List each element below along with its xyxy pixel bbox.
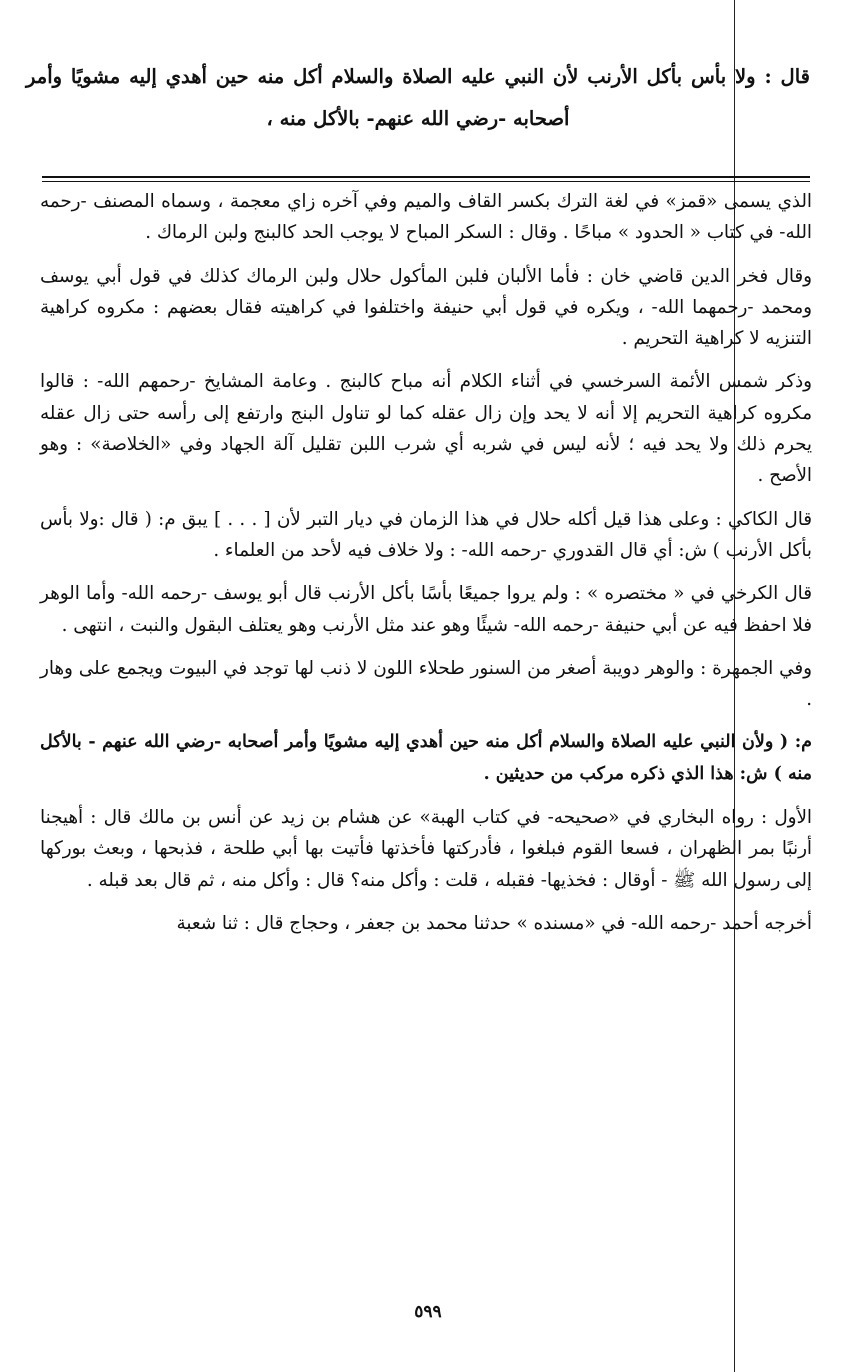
- commentary-paragraph: وقال فخر الدين قاضي خان : فأما الألبان فلبن المأكول حلال ولبن الرماك كذلك في قول أبي يوسف ومحمد -رحمهما الله- ، ويكره في قول أبي حنيفة واختلفوا في كراهيته فقال بعضهم : مكروه كراهية التنزيه لا كراهية التحريم .: [40, 265, 812, 350]
- commentary-paragraph: أخرجه أحمد -رحمه الله- في «مسنده » حدثنا محمد بن جعفر ، وحجاج قال : ثنا شعبة: [176, 912, 812, 934]
- commentary-paragraph: قال الكاكي : وعلى هذا قيل أكله حلال في هذا الزمان في ديار التبر لأن [ . . . ] يبق م: ( قال :ولا بأس بأكل الأرنب ) ش: أي قال القدوري -رحمه الله- : ولا خلاف فيه لأحد من العلماء .: [40, 508, 812, 561]
- main-text: قال : ولا بأس بأكل الأرنب لأن النبي عليه الصلاة والسلام أكل منه حين أهدي إليه مشويًا وأمر أصحابه -رضي الله عنهم- بالأكل منه ،: [26, 65, 810, 130]
- commentary-paragraph: الذي يسمى «قمز» في لغة الترك بكسر القاف والميم وفي آخره زاي معجمة ، وسماه المصنف -رحمه الله- في كتاب « الحدود » مباحًا . وقال : السكر المباح لا يوجب الحد كالبنج ولبن الرماك .: [40, 191, 812, 244]
- separator-line-thin: [42, 181, 810, 182]
- separator-line-thick: [42, 176, 810, 178]
- commentary-paragraph: الأول : رواه البخاري في «صحيحه- في كتاب الهبة» عن هشام بن زيد عن أنس بن مالك قال : أهيجنا أرنبًا بمر الظهران ، فسعا القوم فبلغوا ، فأدركتها فأخذتها فأتيت بها أبي طلحة ، فذبحها ، وبعث بوركها إلى رسول الله ﷺ - أوقال : فخذيها- فقبله ، قلت : وأكل منه؟ قال : وأكل منه ، ثم قال بعد قبله .: [40, 807, 812, 891]
- commentary-paragraph: وذكر شمس الأئمة السرخسي في أثناء الكلام أنه مباح كالبنج . وعامة المشايخ -رحمهم الله- : قالوا مكروه كراهية التحريم إلا أنه لا يحد وإن زال عقله كما لو تناول البنج وارتفع إلى رأسه حتى زال عقله يحرم ذلك ولا يحد فيه ؛ لأنه ليس في شربه أي شرب اللبن تقليل آلة الجهاد وفي «الخلاصة» : وهو الأصح .: [40, 371, 812, 487]
- commentary: [40, 186, 812, 951]
- commentary-paragraph: قال الكرخي في « مختصره » : ولم يروا جميعًا بأسًا بأكل الأرنب قال أبو يوسف -رحمه الله- وأما الوهر فلا احفظ فيه عن أبي حنيفة -رحمه الله- شيئًا وهو عند مثل الأرنب وهو يعتلف البقول والنبت ، انتهى .: [40, 583, 812, 636]
- matn-quote-paragraph: م: ( ولأن النبي عليه الصلاة والسلام أكل منه حين أهدي إليه مشويًا وأمر أصحابه -رضي الله عنهم - بالأكل منه ) ش: هذا الذي ذكره مركب من حديثين .: [40, 732, 812, 784]
- commentary-paragraph: وفي الجمهرة : والوهر دويبة أصغر من السنور طحلاء اللون لا ذنب لها توجد في البيوت ويجمع على وهار .: [40, 657, 812, 711]
- page-number: ٥٩٩: [414, 1302, 442, 1322]
